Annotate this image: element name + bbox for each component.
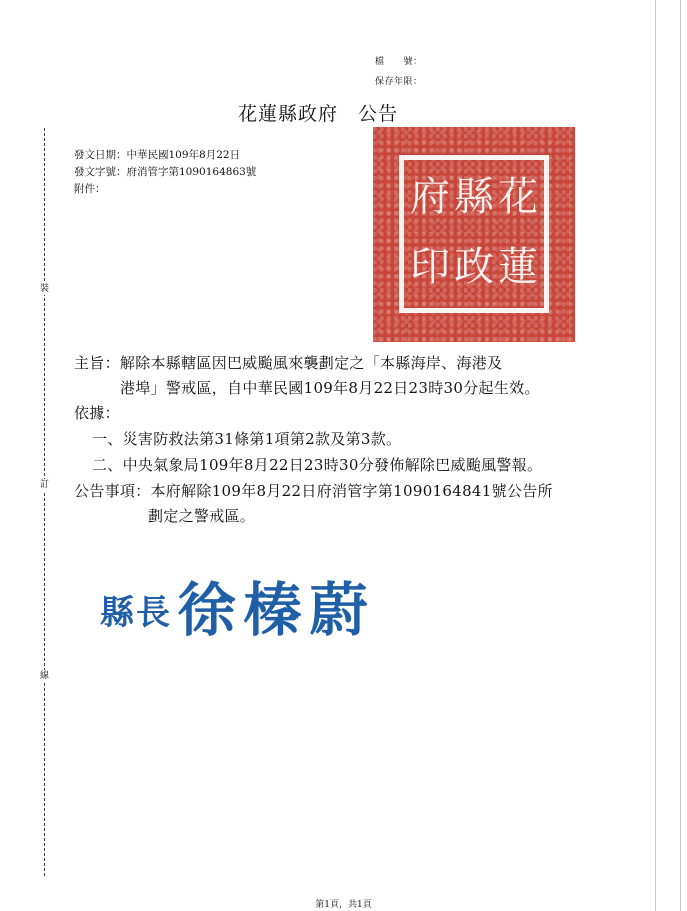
- subject-line-2: 港埠」警戒區，自中華民國109年8月22日23時30分起生效。: [120, 379, 540, 397]
- attachment-label: 附件：: [74, 183, 106, 195]
- signature-title: 縣長: [100, 593, 172, 633]
- basis-item-1: 一、災害防救法第31條第1項第2款及第3款。: [92, 430, 402, 448]
- page-footer: 第1頁，共1頁: [315, 900, 372, 910]
- binding-mark-xian: 線: [40, 671, 50, 681]
- retention-period-label: 保存年限：: [375, 77, 423, 87]
- binding-line: [44, 128, 45, 876]
- basis-item-2: 二、中央氣象局109年8月22日23時30分發佈解除巴威颱風警報。: [92, 456, 543, 474]
- seal-char: 花: [498, 174, 538, 220]
- seal-frame: [399, 155, 549, 313]
- scan-edge-line: [680, 0, 681, 911]
- notice-line-1: 公告事項：本府解除109年8月22日府消管字第1090164841號公告所: [74, 482, 553, 500]
- seal-char: 府: [410, 174, 450, 220]
- seal-char: 蓮: [498, 244, 538, 290]
- issue-number: 發文字號：府消管字第1090164863號: [74, 166, 257, 178]
- notice-line-2: 劃定之警戒區。: [148, 507, 256, 525]
- scan-edge-line: [655, 0, 656, 911]
- basis-label: 依據：: [74, 404, 120, 422]
- seal-char: 縣: [454, 174, 494, 220]
- page-title: 花蓮縣政府 公告: [238, 103, 399, 125]
- magistrate-signature-stamp: [100, 563, 376, 647]
- official-seal: [373, 127, 575, 342]
- seal-char: 政: [454, 244, 494, 290]
- binding-mark-zhuang: 裝: [40, 284, 50, 294]
- subject-line-1: 主旨：解除本縣轄區因巴威颱風來襲劃定之「本縣海岸、海港及: [74, 354, 503, 372]
- seal-char: 印: [410, 244, 450, 290]
- signature-name: 徐榛蔚: [177, 576, 376, 644]
- issue-date: 發文日期：中華民國109年8月22日: [74, 149, 241, 161]
- binding-mark-ding: 訂: [40, 480, 50, 490]
- file-number-label: 檔 號：: [375, 57, 423, 67]
